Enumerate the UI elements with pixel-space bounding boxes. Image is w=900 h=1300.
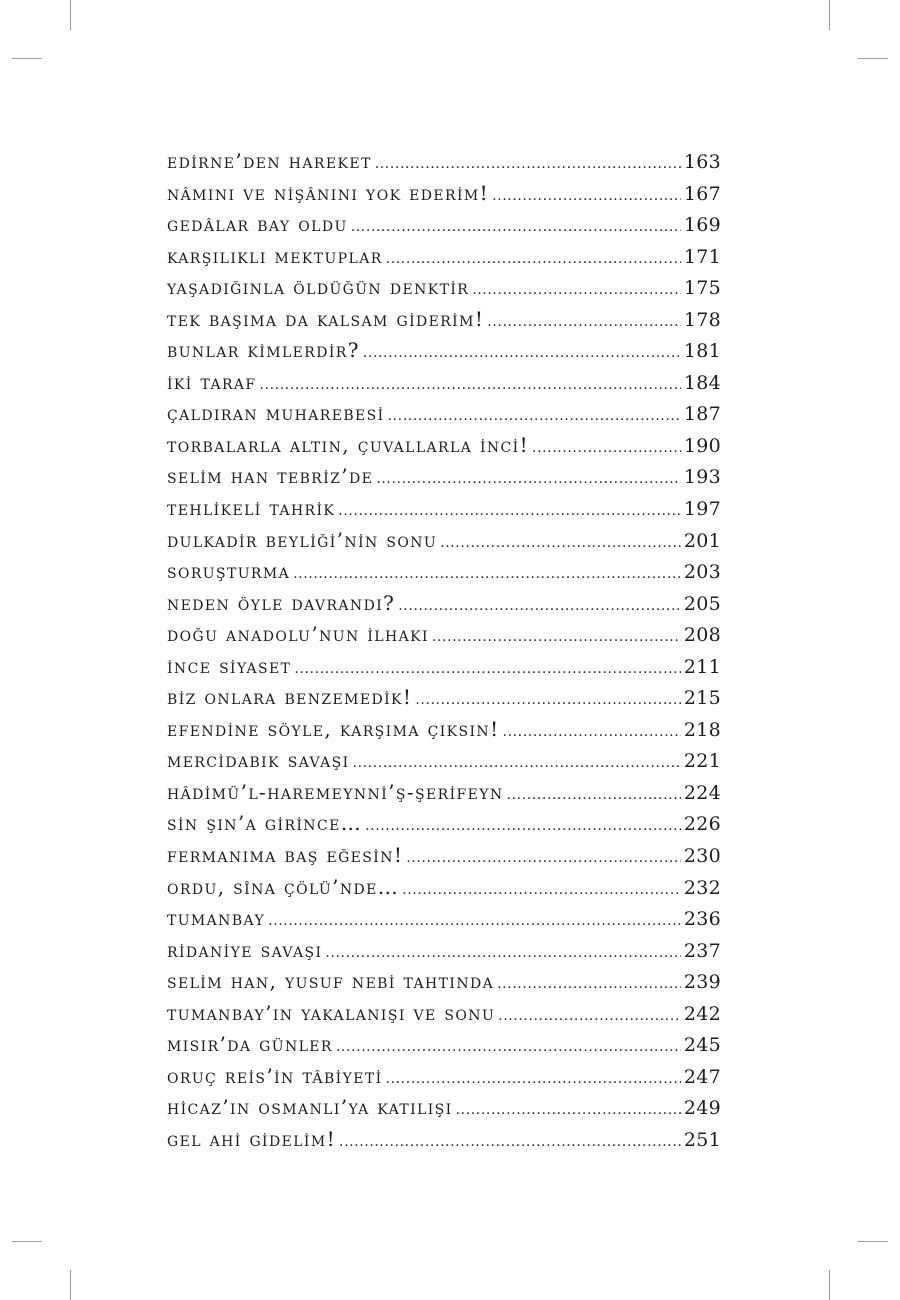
toc-entry-title: neden öyle davrandi? [167, 590, 396, 615]
toc-entry-page-number: 205 [683, 592, 721, 615]
toc-entry-title: efendi̇ne söyle, karşima çiksin! [167, 716, 500, 741]
toc-entry-page-number: 169 [683, 214, 721, 237]
table-of-contents [167, 146, 721, 1156]
toc-entry-title: ri̇dani̇ye savaşi [167, 937, 323, 962]
toc-entry[interactable] [167, 840, 721, 872]
toc-entry[interactable] [167, 525, 721, 557]
toc-entry-title: si̇n şin’a gi̇ri̇nce… [167, 811, 363, 836]
toc-entry-title: dulkadi̇r beyli̇ği̇’ni̇n sonu [167, 527, 438, 552]
toc-entry[interactable] [167, 146, 721, 178]
toc-entry-title: seli̇m han, yusuf nebi̇ tahtinda [167, 969, 495, 994]
dot-leader [376, 464, 681, 496]
toc-entry-page-number: 218 [683, 718, 721, 741]
toc-entry[interactable] [167, 998, 721, 1030]
toc-entry[interactable] [167, 335, 721, 367]
dot-leader [503, 717, 681, 749]
toc-entry-page-number: 187 [683, 403, 721, 426]
crop-mark-bottom-right [829, 1270, 830, 1300]
toc-entry[interactable] [167, 745, 721, 777]
toc-entry[interactable] [167, 651, 721, 683]
toc-entry-page-number: 236 [683, 908, 721, 931]
dot-leader [365, 811, 681, 843]
toc-entry-page-number: 193 [683, 466, 721, 489]
crop-mark-left-lower [12, 1241, 42, 1242]
toc-entry-page-number: 239 [683, 971, 721, 994]
toc-entry[interactable] [167, 556, 721, 588]
toc-entry-title: soruşturma [167, 559, 291, 584]
toc-entry-page-number: 221 [683, 750, 721, 773]
toc-entry[interactable] [167, 430, 721, 462]
toc-entry-title: oruç rei̇s’i̇n tâbi̇yeti̇ [167, 1063, 383, 1088]
toc-entry-page-number: 167 [683, 182, 721, 205]
dot-leader [336, 1032, 681, 1064]
dot-leader [268, 906, 681, 938]
toc-entry-title: edi̇rne’den hareket [167, 149, 372, 173]
toc-entry[interactable] [167, 777, 721, 809]
dot-leader [293, 559, 681, 591]
toc-entry-page-number: 226 [683, 813, 721, 836]
toc-entry[interactable] [167, 493, 721, 525]
toc-entry-title: nâmini ve ni̇şânini yok ederi̇m! [167, 180, 490, 205]
dot-leader [388, 401, 681, 433]
dot-leader [402, 875, 681, 907]
toc-entry[interactable] [167, 935, 721, 967]
toc-entry[interactable] [167, 461, 721, 493]
dot-leader [386, 244, 681, 276]
toc-entry[interactable] [167, 367, 721, 399]
dot-leader [492, 181, 681, 213]
toc-entry-title: hi̇caz’in osmanli’ya katilişi [167, 1095, 453, 1120]
dot-leader [406, 843, 681, 875]
toc-entry[interactable] [167, 1029, 721, 1061]
toc-entry-page-number: 171 [683, 245, 721, 268]
dot-leader [338, 496, 681, 528]
toc-entry[interactable] [167, 872, 721, 904]
toc-entry-page-number: 197 [683, 498, 721, 521]
toc-entry[interactable] [167, 272, 721, 304]
toc-entry-title: doğu anadolu’nun i̇lhaki [167, 622, 429, 647]
toc-entry[interactable] [167, 903, 721, 935]
toc-entry[interactable] [167, 1124, 721, 1156]
toc-entry-title: merci̇dabik savaşi [167, 748, 350, 773]
dot-leader [325, 938, 680, 970]
toc-entry-page-number: 249 [683, 1097, 721, 1120]
toc-entry[interactable] [167, 682, 721, 714]
dot-leader [472, 275, 681, 307]
toc-entry-title: tek başima da kalsam gi̇deri̇m! [167, 306, 485, 331]
toc-entry[interactable] [167, 398, 721, 430]
toc-entry-page-number: 247 [683, 1065, 721, 1088]
toc-entry[interactable] [167, 304, 721, 336]
toc-entry[interactable] [167, 714, 721, 746]
dot-leader [498, 1001, 681, 1033]
toc-entry-title: i̇ki̇ taraf [167, 369, 257, 394]
toc-entry-title: tumanbay’in yakalanişi ve sonu [167, 1000, 496, 1025]
toc-entry-title: gedâlar bay oldu [167, 212, 348, 237]
toc-entry-title: bunlar ki̇mlerdi̇r? [167, 338, 360, 363]
toc-entry-page-number: 208 [683, 624, 721, 647]
toc-entry[interactable] [167, 966, 721, 998]
toc-entry-page-number: 237 [683, 939, 721, 962]
dot-leader [375, 149, 681, 181]
dot-leader [351, 212, 681, 244]
toc-entry-title: yaşadiğinla öldüğün denkti̇r [167, 275, 470, 300]
toc-entry-page-number: 245 [683, 1034, 721, 1057]
toc-entry[interactable] [167, 588, 721, 620]
dot-leader [497, 969, 681, 1001]
toc-entry[interactable] [167, 178, 721, 210]
toc-entry-title: torbalarla altin, çuvallarla i̇nci̇! [167, 432, 530, 457]
dot-leader [507, 780, 681, 812]
toc-entry-page-number: 201 [683, 529, 721, 552]
toc-entry-title: gel ahi̇ gi̇deli̇m! [167, 1126, 337, 1151]
toc-entry[interactable] [167, 1092, 721, 1124]
toc-entry-title: tehli̇keli̇ tahri̇k [167, 496, 336, 521]
toc-entry-page-number: 215 [683, 687, 721, 710]
dot-leader [353, 748, 681, 780]
toc-entry-page-number: 163 [683, 151, 721, 173]
toc-entry-title: i̇nce si̇yaset [167, 653, 292, 678]
crop-mark-top-right [829, 0, 830, 30]
dot-leader [398, 591, 681, 623]
toc-entry[interactable] [167, 209, 721, 241]
dot-leader [339, 1127, 681, 1159]
crop-mark-right-upper [858, 58, 888, 59]
dot-leader [440, 528, 681, 560]
toc-entry-page-number: 211 [683, 655, 721, 678]
toc-entry-title: karşilikli mektuplar [167, 243, 383, 268]
dot-leader [363, 338, 681, 370]
toc-entry-title: bi̇z onlara benzemedi̇k! [167, 685, 413, 710]
toc-entry-title: fermanima baş eğesi̇n! [167, 843, 404, 868]
toc-entry-page-number: 224 [683, 781, 721, 804]
dot-leader [294, 654, 680, 686]
toc-entry-title: ordu, sîna çölü’nde… [167, 874, 400, 899]
dot-leader [456, 1095, 681, 1127]
toc-entry-page-number: 178 [683, 308, 721, 331]
toc-entry-page-number: 184 [683, 371, 721, 394]
toc-entry-page-number: 181 [683, 340, 721, 363]
toc-entry[interactable] [167, 619, 721, 651]
toc-entry-page-number: 251 [683, 1128, 721, 1151]
toc-entry[interactable] [167, 241, 721, 273]
toc-entry-title: hâdi̇mü’l-haremeynni̇’ş-şeri̇feyn [167, 779, 504, 804]
toc-entry-page-number: 232 [683, 876, 721, 899]
dot-leader [432, 622, 681, 654]
toc-entry-title: seli̇m han tebri̇z’de [167, 464, 374, 489]
toc-entry-page-number: 175 [683, 277, 721, 300]
dot-leader [386, 1064, 681, 1096]
crop-mark-bottom-left [70, 1270, 71, 1300]
toc-entry-title: tumanbay [167, 906, 266, 931]
dot-leader [415, 685, 680, 717]
crop-mark-top-left [70, 0, 71, 30]
toc-entry-page-number: 190 [683, 434, 721, 457]
toc-entry-page-number: 242 [683, 1002, 721, 1025]
toc-entry-page-number: 203 [683, 561, 721, 584]
toc-entry-page-number: 230 [683, 845, 721, 868]
dot-leader [487, 307, 681, 339]
toc-entry-title: misir’da günler [167, 1032, 333, 1057]
crop-mark-left-upper [12, 58, 42, 59]
dot-leader [260, 370, 681, 402]
toc-entry-title: çaldiran muharebesi̇ [167, 401, 385, 426]
toc-entry[interactable] [167, 808, 721, 840]
toc-entry[interactable] [167, 1061, 721, 1093]
crop-mark-right-lower [858, 1241, 888, 1242]
dot-leader [532, 433, 681, 465]
